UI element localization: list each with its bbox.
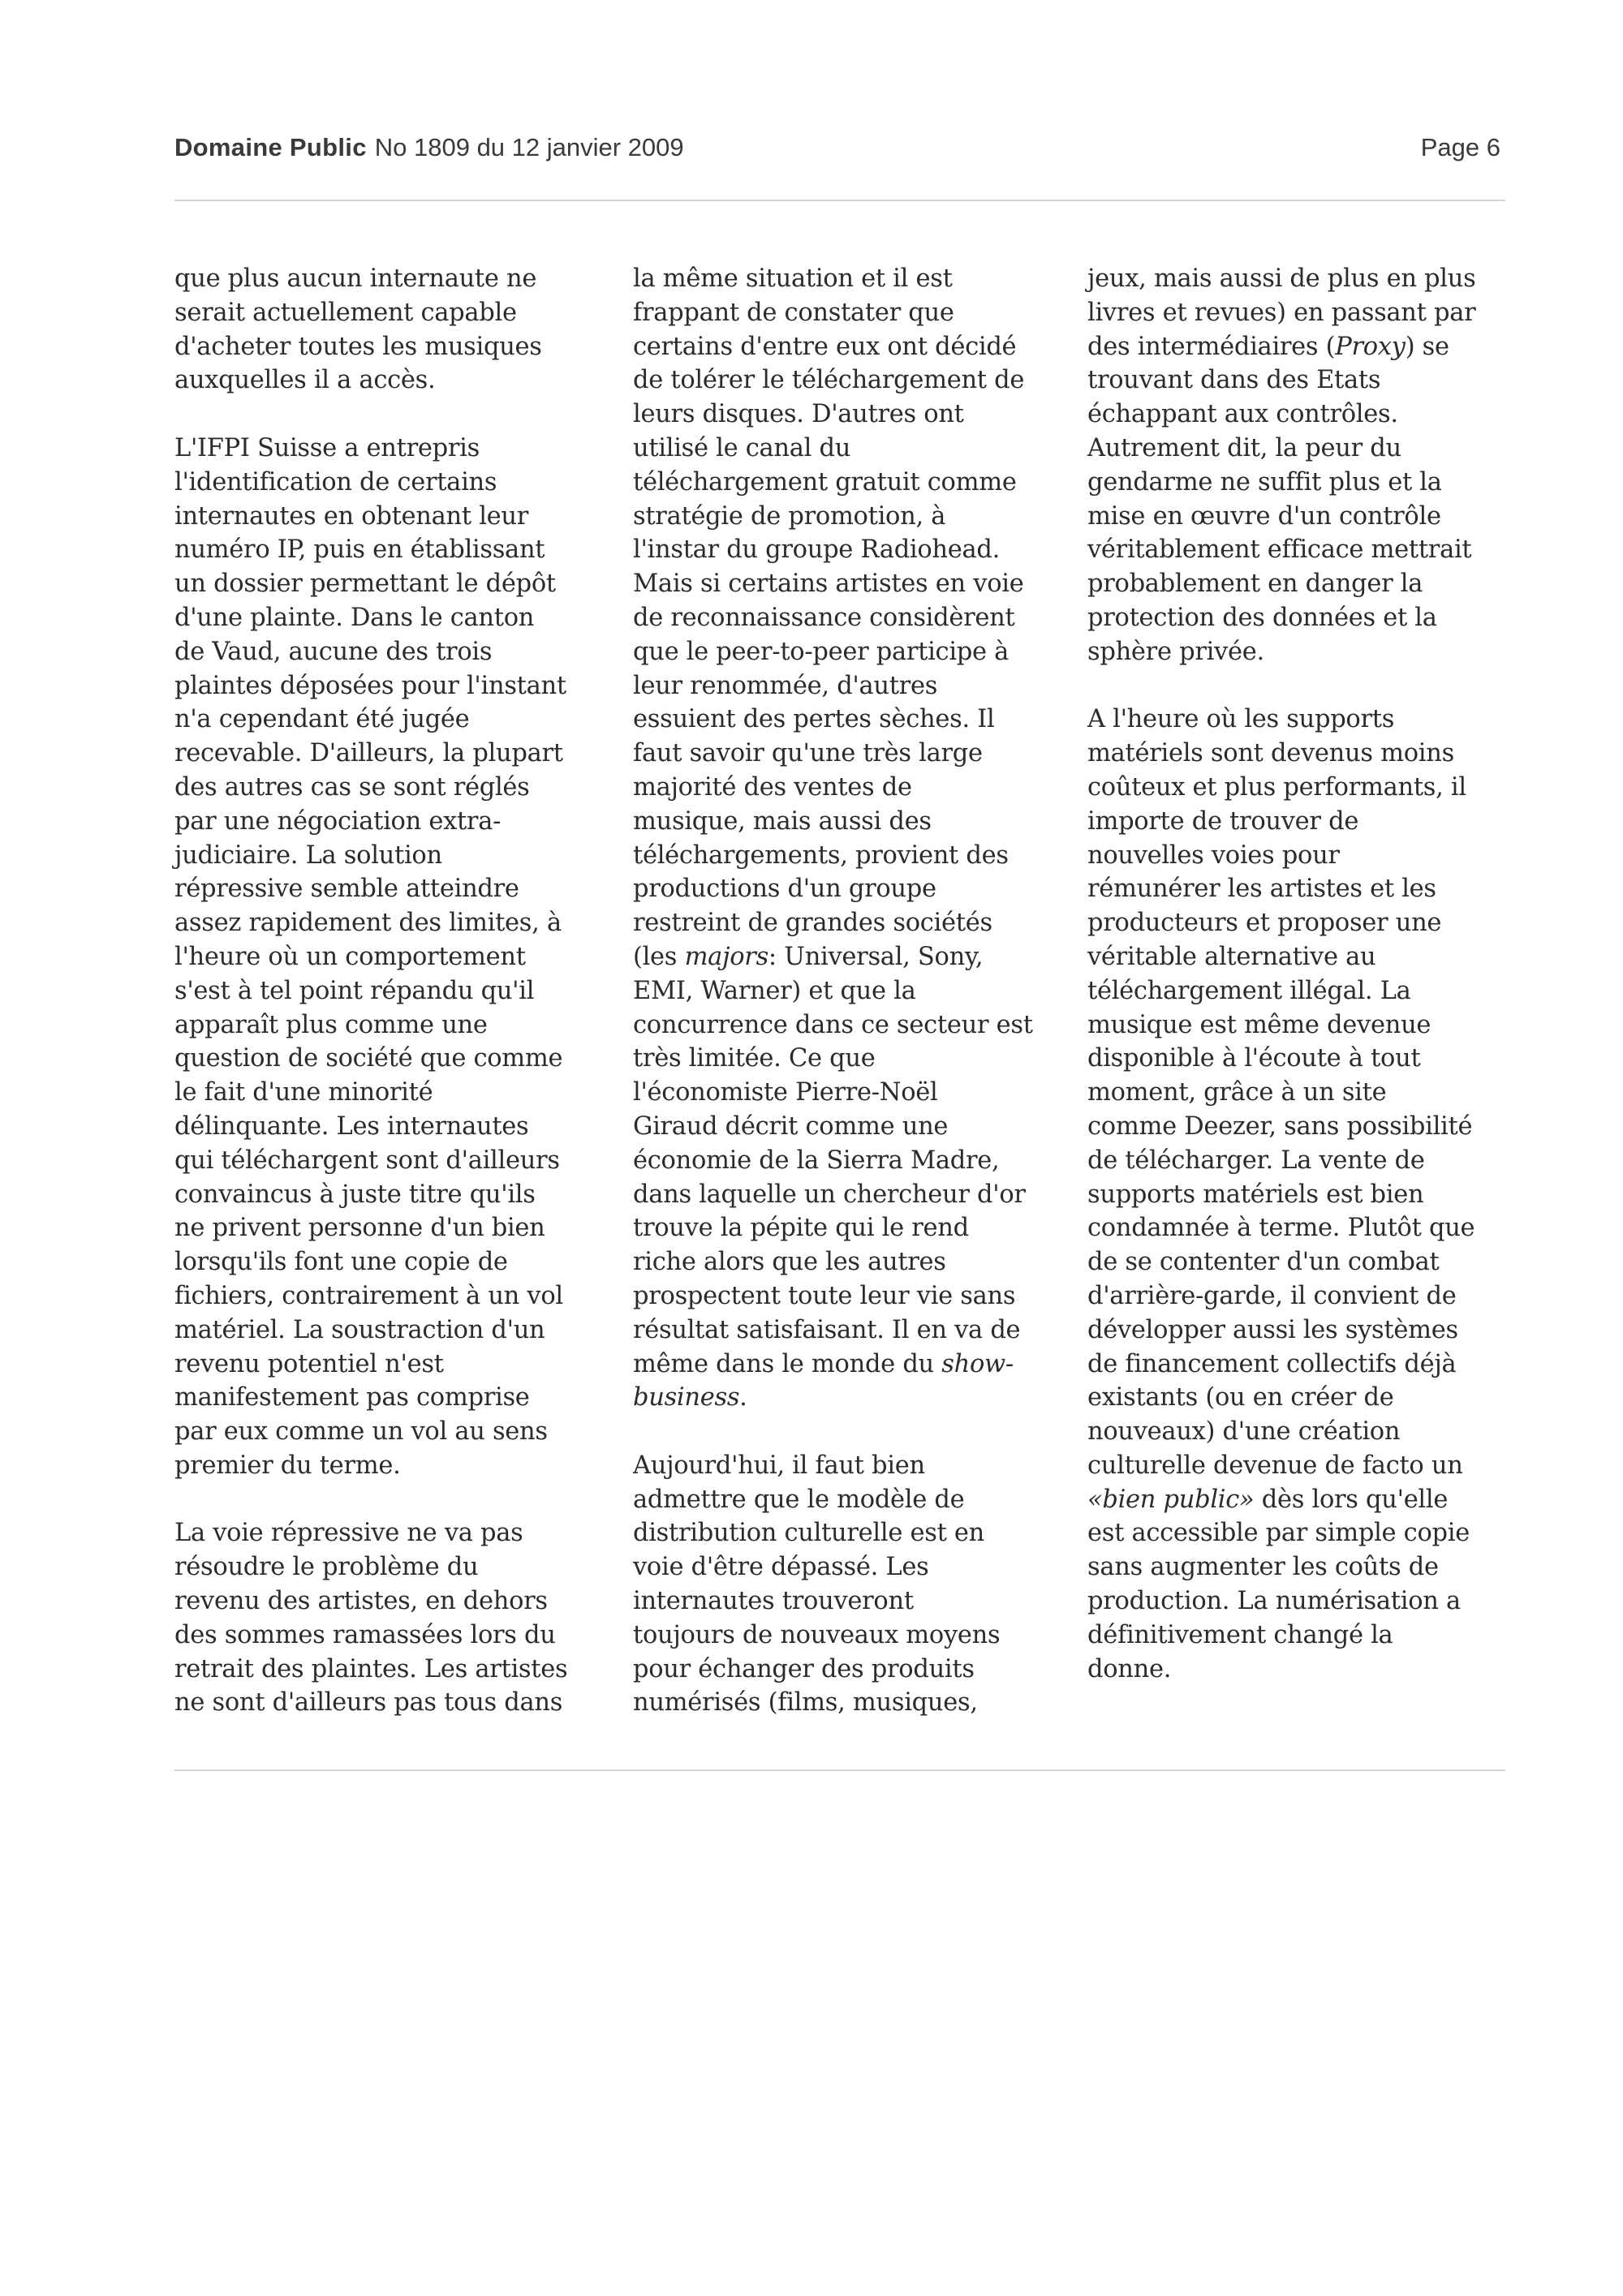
issue-info: No 1809 du 12 janvier 2009 <box>374 133 684 161</box>
text-line: pour échanger des produits <box>633 1654 975 1683</box>
text-line: ne privent personne d'un bien <box>174 1214 545 1243</box>
text-line: n'a cependant été jugée <box>174 705 470 734</box>
text-line: des autres cas se sont réglés <box>174 772 530 802</box>
paragraph <box>633 262 1063 1415</box>
text-line: revenu des artistes, en dehors <box>174 1587 548 1616</box>
text-line: apparaît plus comme une <box>174 1010 488 1039</box>
text-line: même dans le monde du show- <box>633 1349 1014 1378</box>
text-line: des intermédiaires (Proxy) se <box>1087 332 1449 361</box>
text-line: de reconnaissance considèrent <box>633 603 1015 632</box>
text-line: sans augmenter les coûts de <box>1087 1553 1439 1582</box>
text-line: auxquelles il a accès. <box>174 366 436 395</box>
text-line: question de société que comme <box>174 1044 563 1073</box>
header-divider <box>174 200 1505 201</box>
text-line: comme Deezer, sans possibilité <box>1087 1111 1473 1141</box>
text-line: échappant aux contrôles. <box>1087 400 1398 429</box>
text-line: véritablement efficace mettrait <box>1087 535 1472 565</box>
paragraph <box>1087 703 1518 1686</box>
text-line: (les majors: Universal, Sony, <box>633 942 984 971</box>
text-line: téléchargements, provient des <box>633 841 1009 870</box>
text-line: serait actuellement capable <box>174 298 517 327</box>
text-line: l'économiste Pierre-Noël <box>633 1078 938 1107</box>
text-line: numérisés (films, musiques, <box>633 1688 978 1718</box>
text-line: EMI, Warner) et que la <box>633 976 916 1005</box>
text-line: coûteux et plus performants, il <box>1087 772 1466 802</box>
page-number: Page 6 <box>1420 133 1500 161</box>
text-line: résoudre le problème du <box>174 1553 479 1582</box>
text-line: recevable. D'ailleurs, la plupart <box>174 739 563 768</box>
text-line: L'IFPI Suisse a entrepris <box>174 433 480 462</box>
text-line: restreint de grandes sociétés <box>633 909 992 938</box>
text-line: certains d'entre eux ont décidé <box>633 332 1017 361</box>
text-line: riche alors que les autres <box>633 1248 946 1277</box>
text-line: définitivement changé la <box>1087 1620 1393 1649</box>
paragraph <box>174 262 605 398</box>
text-line: des sommes ramassées lors du <box>174 1620 556 1649</box>
text-line: toujours de nouveaux moyens <box>633 1620 1001 1649</box>
text-line: Mais si certains artistes en voie <box>633 570 1024 599</box>
text-line: mise en œuvre d'un contrôle <box>1087 501 1441 531</box>
text-line: donne. <box>1087 1654 1172 1683</box>
text-line: le fait d'une minorité <box>174 1078 433 1107</box>
text-line: nouvelles voies pour <box>1087 841 1340 870</box>
text-line: de financement collectifs déjà <box>1087 1349 1457 1378</box>
text-line: fichiers, contrairement à un vol <box>174 1281 563 1310</box>
text-line: stratégie de promotion, à <box>633 501 946 531</box>
text-line: d'acheter toutes les musiques <box>174 332 542 361</box>
text-line: rémunérer les artistes et les <box>1087 875 1436 904</box>
text-line: convaincus à juste titre qu'ils <box>174 1180 536 1209</box>
text-line: business. <box>633 1383 747 1412</box>
text-line: premier du terme. <box>174 1451 401 1480</box>
page-header <box>174 133 1505 169</box>
text-line: productions d'un groupe <box>633 875 936 904</box>
text-line: revenu potentiel n'est <box>174 1349 444 1378</box>
text-line: l'heure où un comportement <box>174 942 526 971</box>
text-line: internautes en obtenant leur <box>174 501 529 531</box>
text-line: que plus aucun internaute ne <box>174 264 537 293</box>
text-line: supports matériels est bien <box>1087 1180 1424 1209</box>
text-line: s'est à tel point répandu qu'il <box>174 976 535 1005</box>
text-line: utilisé le canal du <box>633 433 851 462</box>
text-line: distribution culturelle est en <box>633 1519 985 1548</box>
text-line: culturelle devenue de facto un <box>1087 1451 1463 1480</box>
text-line: moment, grâce à un site <box>1087 1078 1387 1107</box>
text-line: voie d'être dépassé. Les <box>633 1553 929 1582</box>
text-line: résultat satisfaisant. Il en va de <box>633 1315 1021 1344</box>
text-line: musique est même devenue <box>1087 1010 1431 1039</box>
text-line: lorsqu'ils font une copie de <box>174 1248 508 1277</box>
text-line: un dossier permettant le dépôt <box>174 570 556 599</box>
text-line: producteurs et proposer une <box>1087 909 1442 938</box>
text-line: Aujourd'hui, il faut bien <box>633 1451 925 1480</box>
article-column-2 <box>633 262 1063 1720</box>
text-line: importe de trouver de <box>1087 806 1359 836</box>
text-line: matériels sont devenus moins <box>1087 739 1454 768</box>
text-line: qui téléchargent sont d'ailleurs <box>174 1146 560 1175</box>
text-line: dans laquelle un chercheur d'or <box>633 1180 1026 1209</box>
paragraph <box>174 1516 605 1720</box>
text-line: l'identification de certains <box>174 467 497 497</box>
paragraph <box>633 1449 1063 1720</box>
text-line: développer aussi les systèmes <box>1087 1315 1458 1344</box>
text-line: ne sont d'ailleurs pas tous dans <box>174 1688 563 1718</box>
article-column-3 <box>1087 262 1518 1686</box>
text-line: condamnée à terme. Plutôt que <box>1087 1214 1475 1243</box>
text-line: majorité des ventes de <box>633 772 912 802</box>
text-line: internautes trouveront <box>633 1587 914 1616</box>
text-line: leur renommée, d'autres <box>633 671 938 700</box>
text-line: disponible à l'écoute à tout <box>1087 1044 1421 1073</box>
text-line: délinquante. Les internautes <box>174 1111 529 1141</box>
text-line: prospectent toute leur vie sans <box>633 1281 1016 1310</box>
paragraph <box>174 432 605 1483</box>
article-column-1 <box>174 262 605 1720</box>
footer-divider <box>174 1769 1505 1771</box>
text-line: La voie répressive ne va pas <box>174 1519 523 1548</box>
text-line: protection des données et la <box>1087 603 1437 632</box>
text-line: par une négociation extra- <box>174 806 502 836</box>
text-line: véritable alternative au <box>1087 942 1376 971</box>
text-line: par eux comme un vol au sens <box>174 1417 548 1447</box>
paragraph <box>1087 262 1518 669</box>
text-line: essuient des pertes sèches. Il <box>633 705 995 734</box>
text-line: jeux, mais aussi de plus en plus <box>1087 264 1476 293</box>
text-line: assez rapidement des limites, à <box>174 909 562 938</box>
text-line: retrait des plaintes. Les artistes <box>174 1654 568 1683</box>
text-line: téléchargement gratuit comme <box>633 467 1017 497</box>
text-line: existants (ou en créer de <box>1087 1383 1394 1412</box>
text-line: sphère privée. <box>1087 637 1264 666</box>
text-line: est accessible par simple copie <box>1087 1519 1470 1548</box>
text-line: numéro IP, puis en établissant <box>174 535 545 565</box>
text-line: de télécharger. La vente de <box>1087 1146 1425 1175</box>
text-line: musique, mais aussi des <box>633 806 932 836</box>
text-line: A l'heure où les supports <box>1087 705 1395 734</box>
text-line: d'arrière-garde, il convient de <box>1087 1281 1457 1310</box>
text-line: de se contenter d'un combat <box>1087 1248 1440 1277</box>
text-line: livres et revues) en passant par <box>1087 298 1476 327</box>
text-line: frappant de constater que <box>633 298 954 327</box>
text-line: «bien public» dès lors qu'elle <box>1087 1485 1449 1514</box>
text-line: judiciaire. La solution <box>174 841 442 870</box>
text-line: répressive semble atteindre <box>174 875 519 904</box>
text-line: Giraud décrit comme une <box>633 1111 949 1141</box>
text-line: trouve la pépite qui le rend <box>633 1214 969 1243</box>
text-line: très limitée. Ce que <box>633 1044 876 1073</box>
text-line: nouveaux) d'une création <box>1087 1417 1401 1447</box>
text-line: l'instar du groupe Radiohead. <box>633 535 1001 565</box>
text-line: plaintes déposées pour l'instant <box>174 671 566 700</box>
text-line: manifestement pas comprise <box>174 1383 530 1412</box>
text-line: que le peer-to-peer participe à <box>633 637 1010 666</box>
text-line: économie de la Sierra Madre, <box>633 1146 1000 1175</box>
text-line: la même situation et il est <box>633 264 953 293</box>
text-line: probablement en danger la <box>1087 570 1423 599</box>
text-line: de tolérer le téléchargement de <box>633 366 1025 395</box>
text-line: téléchargement illégal. La <box>1087 976 1411 1005</box>
text-line: de Vaud, aucune des trois <box>174 637 493 666</box>
text-line: leurs disques. D'autres ont <box>633 400 964 429</box>
text-line: d'une plainte. Dans le canton <box>174 603 535 632</box>
text-line: production. La numérisation a <box>1087 1587 1461 1616</box>
publication-name: Domaine Public <box>174 133 367 161</box>
text-line: gendarme ne suffit plus et la <box>1087 467 1442 497</box>
text-line: trouvant dans des Etats <box>1087 366 1381 395</box>
text-line: matériel. La soustraction d'un <box>174 1315 545 1344</box>
text-line: admettre que le modèle de <box>633 1485 965 1514</box>
text-line: concurrence dans ce secteur est <box>633 1010 1033 1039</box>
text-line: faut savoir qu'une très large <box>633 739 983 768</box>
text-line: Autrement dit, la peur du <box>1087 433 1401 462</box>
